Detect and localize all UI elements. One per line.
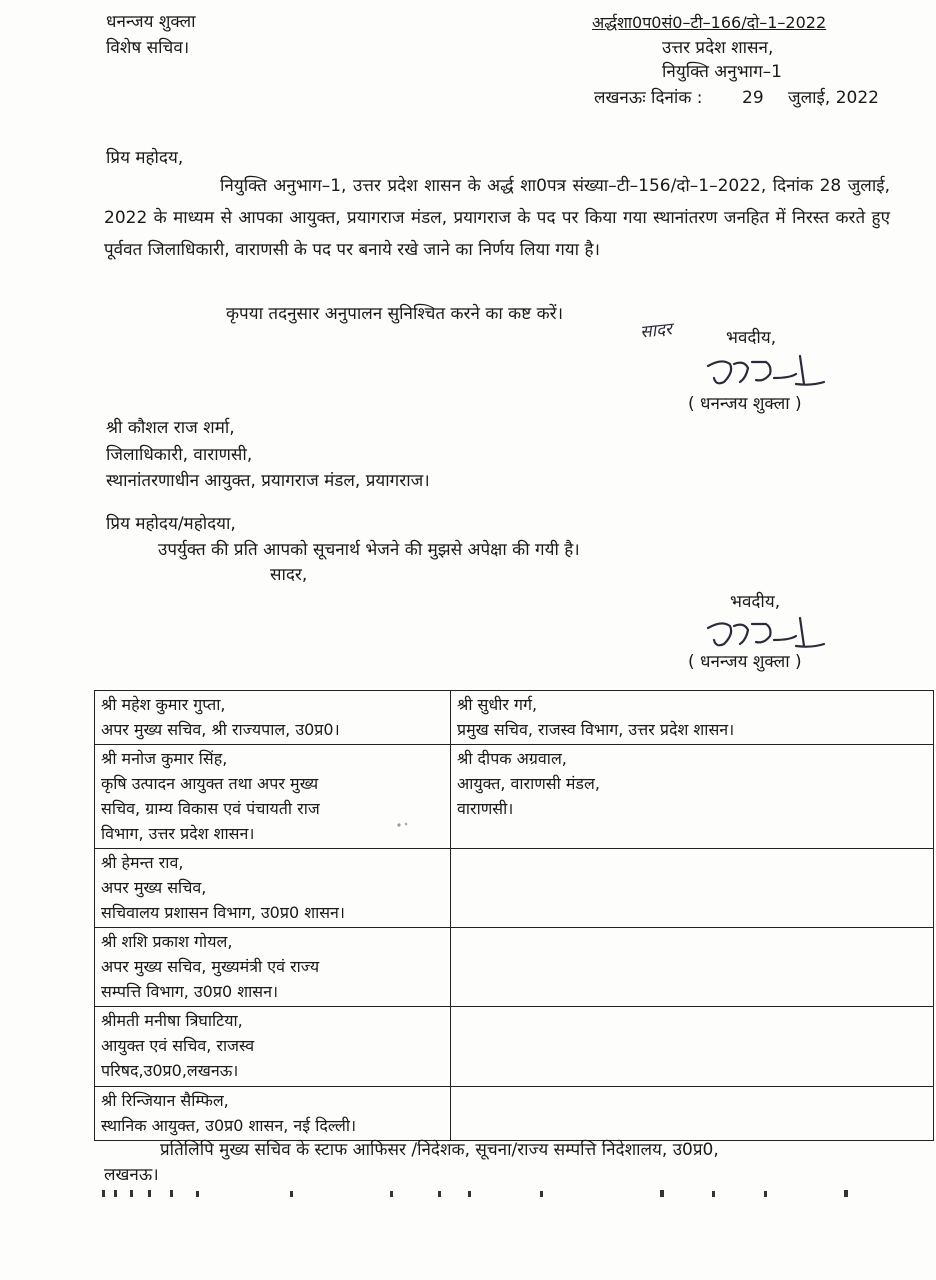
recipient-line: अपर मुख्य सचिव,: [101, 878, 207, 897]
ink-smudge: [395, 820, 411, 830]
table-row: [95, 849, 934, 928]
endorsement-salutation: प्रिय महोदय/महोदया,: [106, 514, 236, 534]
body-paragraph: नियुक्ति अनुभाग–1, उत्तर प्रदेश शासन के अर्द्ध शा0पत्र संख्या–टी–156/दो–1–2022, दिनांक 28 जुलाई, 2022 के माध्यम से आपका आयुक्त, प्रयागराज मंडल, प्रयागराज के पद पर किया गया स्थानांतरण जनहित में निरस्त करते हुए पूर्ववत जिलाधिकारी, वाराणसी के पद पर बनाये रखे जाने का निर्णय लिया गया है।: [104, 176, 890, 260]
recipient-line: श्री हेमन्त राव,: [101, 853, 184, 872]
recipient-line: आयुक्त, वाराणसी मंडल,: [457, 774, 600, 793]
table-row: [95, 745, 934, 849]
signature-1: [700, 352, 830, 392]
addressee-name: श्री कौशल राज शर्मा,: [106, 418, 235, 438]
date-month-year: जुलाई, 2022: [788, 88, 879, 108]
recipient-line: सचिव, ग्राम्य विकास एवं पंचायती राज: [101, 799, 320, 818]
recipient-line: कृषि उत्पादन आयुक्त तथा अपर मुख्य: [101, 774, 319, 793]
recipient-line: श्री मनोज कुमार सिंह,: [101, 749, 228, 768]
endorsement-closing: भवदीय,: [730, 592, 781, 612]
recipient-cell-left: [95, 691, 451, 745]
handwritten-note: सादर: [639, 319, 673, 343]
table-row: [95, 928, 934, 1007]
endorsement-signatory: ( धनन्जय शुक्ला ): [688, 652, 802, 672]
recipient-cell-left: [95, 849, 451, 928]
cropped-text-fragment: [100, 1188, 860, 1198]
recipient-line: श्री सुधीर गर्ग,: [457, 695, 538, 714]
recipient-cell-right: [451, 849, 934, 928]
copy-line-2: लखनऊ।: [104, 1165, 159, 1185]
signature-2: [700, 614, 830, 654]
place-date-label: लखनऊः दिनांक :: [594, 88, 703, 108]
recipient-line: विभाग, उत्तर प्रदेश शासन।: [101, 824, 255, 843]
recipient-line: सम्पत्ति विभाग, उ0प्र0 शासन।: [101, 982, 279, 1001]
recipient-line: वाराणसी।: [457, 799, 514, 818]
recipient-cell-left: [95, 1007, 451, 1087]
recipient-line: प्रमुख सचिव, राजस्व विभाग, उत्तर प्रदेश शासन।: [457, 720, 735, 739]
recipient-line: अपर मुख्य सचिव, मुख्यमंत्री एवं राज्य: [101, 957, 320, 976]
sender-designation: विशेष सचिव।: [106, 38, 190, 58]
endorsement-text: उपर्युक्त की प्रति आपको सूचनार्थ भेजने की मुझसे अपेक्षा की गयी है।: [158, 540, 580, 560]
sender-name: धनन्जय शुक्ला: [106, 12, 196, 32]
recipient-cell-left: [95, 1087, 451, 1141]
recipient-line: सचिवालय प्रशासन विभाग, उ0प्र0 शासन।: [101, 903, 345, 922]
recipient-cell-right: [451, 928, 934, 1007]
addressee-transfer: स्थानांतरणाधीन आयुक्त, प्रयागराज मंडल, प्रयागराज।: [106, 471, 430, 491]
request-line: कृपया तदनुसार अनुपालन सुनिश्चित करने का कष्ट करें।: [226, 304, 564, 324]
recipient-cell-left: [95, 928, 451, 1007]
recipient-line: श्री शशि प्रकाश गोयल,: [101, 932, 233, 951]
date-day: 29: [742, 88, 764, 108]
table-row: [95, 1087, 934, 1141]
section-name: नियुक्ति अनुभाग–1: [662, 62, 782, 82]
salutation: प्रिय महोदय,: [106, 148, 184, 168]
recipient-line: श्री दीपक अग्रवाल,: [457, 749, 567, 768]
table-row: [95, 691, 934, 745]
copy-line-1: प्रतिलिपि मुख्य सचिव के स्टाफ आफिसर /निदेशक, सूचना/राज्य सम्पत्ति निदेशालय, उ0प्र0,: [160, 1140, 719, 1160]
addressee-post: जिलाधिकारी, वाराणसी,: [106, 445, 253, 465]
closing: भवदीय,: [726, 328, 777, 348]
recipient-line: श्री महेश कुमार गुप्ता,: [101, 695, 226, 714]
table-row: [95, 1007, 934, 1087]
recipient-line: अपर मुख्य सचिव, श्री राज्यपाल, उ0प्र0।: [101, 720, 340, 739]
recipient-line: स्थानिक आयुक्त, उ0प्र0 शासन, नई दिल्ली।: [101, 1116, 357, 1135]
recipient-line: परिषद,उ0प्र0,लखनऊ।: [101, 1061, 239, 1080]
signatory-name: ( धनन्जय शुक्ला ): [688, 394, 802, 414]
recipient-cell-right: [451, 1007, 934, 1087]
distribution-table: [94, 690, 934, 1141]
recipient-cell-right: [451, 691, 934, 745]
recipient-line: श्रीमती मनीषा त्रिघाटिया,: [101, 1011, 243, 1030]
endorsement-regards: सादर,: [270, 565, 308, 585]
recipient-cell-right: [451, 1087, 934, 1141]
recipient-cell-left: [95, 745, 451, 849]
letter-number: अर्द्धशा0प0सं0–टी–166/दो–1–2022: [592, 13, 827, 32]
recipient-cell-right: [451, 745, 934, 849]
recipient-line: श्री रिन्जियान सैम्फिल,: [101, 1091, 229, 1110]
office-name: उत्तर प्रदेश शासन,: [662, 38, 774, 58]
recipient-line: आयुक्त एवं सचिव, राजस्व: [101, 1036, 255, 1055]
